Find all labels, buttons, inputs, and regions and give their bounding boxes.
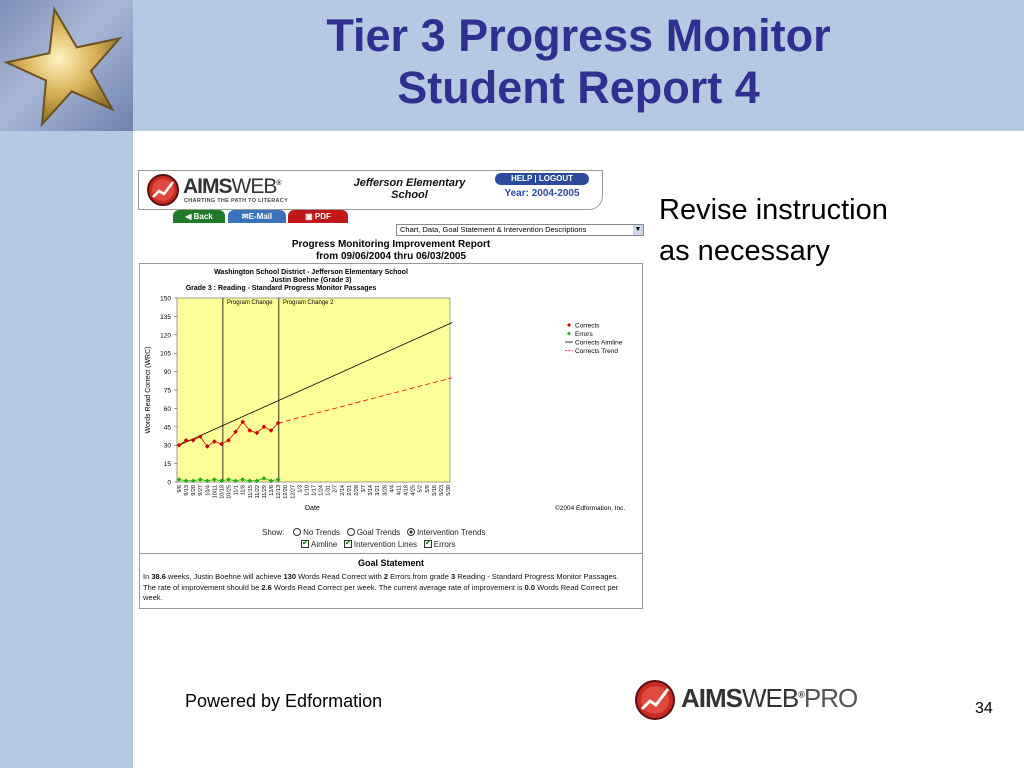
x-tick-label: 9/20	[191, 485, 198, 496]
x-tick-label: 2/28	[353, 485, 360, 496]
x-tick-label: 11/22	[254, 485, 261, 499]
legend-marker	[567, 323, 571, 327]
aimsweb-tagline: CHARTING THE PATH TO LITERACY	[184, 198, 289, 204]
x-tick-label: 5/30	[446, 485, 452, 496]
aimsweb-header	[138, 170, 603, 210]
aimsweb-report-screenshot	[138, 170, 644, 610]
intervention-line-label: Program Change	[226, 300, 273, 306]
chart-subtitle-2: Grade 3 : Reading - Standard Progress Monitor Passages	[185, 285, 377, 292]
report-title: Progress Monitoring Improvement Report	[291, 239, 491, 250]
copyright: ©2004 Edformation, Inc.	[555, 505, 626, 512]
checkmark-icon: ✔	[302, 538, 309, 547]
x-tick-label: 10/25	[226, 485, 233, 499]
x-tick-label: 2/21	[346, 485, 353, 496]
x-tick-label: 3/14	[368, 485, 375, 496]
errors-checkbox[interactable]	[424, 540, 432, 548]
x-tick-label: 2/7	[332, 485, 339, 493]
progress-chart	[139, 264, 643, 526]
y-tick-label: 90	[163, 369, 171, 377]
chart-subtitle-1: Justin Boehne (Grade 3)	[270, 277, 352, 284]
x-tick-label: 5/2	[417, 485, 424, 493]
page-number: 34	[975, 700, 993, 717]
back-button[interactable]: ◀ Back	[173, 210, 225, 223]
aimline-checkbox[interactable]	[301, 540, 309, 548]
show-label: Show:	[262, 528, 285, 537]
help-link[interactable]: HELP	[510, 174, 533, 183]
pdf-button[interactable]: ▣ PDF	[288, 210, 348, 223]
x-tick-label: 11/8	[240, 485, 247, 496]
x-tick-label: 1/17	[311, 485, 318, 496]
x-tick-label: 9/13	[184, 485, 191, 496]
legend-label: Corrects	[575, 322, 600, 330]
checkmark-icon: ✔	[344, 538, 352, 547]
goal-text: In 38.6 weeks, Justin Boehne will achieve 130 Words Read Correct with 2 Errors from grade 3 Reading - Standard Progress Monitor Passages. The rate of improvement should be 2.6 Words Read Correct per week. The current average rate of improvement is 0.0 Words Read Correct per week.	[143, 572, 619, 602]
intervention-lines-checkbox[interactable]	[344, 540, 352, 548]
report-view-select[interactable]: Chart, Data, Goal Statement & Intervention Descriptions ▼	[396, 224, 644, 236]
toggle-options: ✔ Aimline ✔ Intervention Lines ✔ Errors	[302, 538, 456, 549]
goal-statement	[139, 553, 643, 609]
x-tick-label: 4/25	[410, 485, 417, 496]
x-tick-label: 1/31	[325, 485, 332, 496]
x-tick-label: 3/28	[382, 485, 389, 496]
chevron-down-icon: ▼	[634, 226, 642, 233]
x-tick-label: 12/20	[283, 485, 290, 499]
legend-label: Corrects Trend	[575, 347, 618, 355]
x-tick-label: 4/4	[389, 485, 396, 493]
y-tick-label: 15	[163, 461, 171, 469]
x-tick-label: 5/9	[424, 485, 431, 493]
aimsweb-logo-icon	[145, 173, 181, 207]
y-tick-label: 150	[160, 295, 171, 303]
y-axis-label: Words Read Correct (WRC)	[145, 346, 152, 434]
y-tick-label: 75	[163, 387, 171, 395]
gold-star-image	[0, 0, 133, 131]
x-tick-label: 11/1	[233, 485, 240, 496]
x-tick-label: 1/24	[318, 485, 325, 496]
x-tick-label: 2/14	[339, 485, 346, 496]
x-tick-label: 11/15	[247, 485, 254, 499]
aimsweb-pro-logo-icon	[633, 678, 677, 722]
aimsweb-wordmark: AIMSWEB®	[183, 175, 281, 198]
legend-marker	[567, 332, 571, 336]
x-tick-label: 5/16	[431, 485, 438, 496]
x-tick-label: 12/6	[269, 485, 276, 496]
y-tick-label: 0	[167, 479, 171, 487]
x-tick-label: 10/11	[212, 485, 219, 499]
x-tick-label: 9/27	[198, 485, 205, 496]
y-tick-label: 120	[160, 332, 171, 340]
goal-heading: Goal Statement	[357, 558, 424, 568]
report-range: from 09/06/2004 thru 06/03/2005	[315, 251, 467, 262]
side-note: Revise instruction as necessary	[659, 194, 888, 267]
star-icon	[0, 0, 133, 131]
trend-options: Show: No Trends Goal Trends Intervention Trends	[262, 528, 486, 537]
intervention-line-label: Program Change 2	[282, 300, 334, 306]
back-arrow-icon: ◀	[185, 212, 194, 221]
title-line-1: Tier 3 Progress Monitor	[326, 10, 831, 61]
school-name: Jefferson Elementary School	[353, 177, 466, 201]
report-heading	[138, 239, 644, 263]
x-tick-label: 5/23	[438, 485, 445, 496]
logout-link[interactable]: LOGOUT	[538, 174, 574, 183]
x-tick-label: 3/7	[361, 485, 368, 493]
help-logout-bar: HELP | LOGOUT	[495, 173, 589, 185]
y-tick-label: 60	[163, 405, 171, 413]
no-trends-radio[interactable]	[293, 528, 301, 536]
envelope-icon: ✉	[241, 212, 249, 221]
y-tick-label: 45	[163, 424, 171, 432]
x-tick-label: 12/13	[276, 485, 283, 499]
x-tick-label: 1/3	[297, 485, 304, 493]
plot-area	[177, 298, 450, 482]
x-tick-label: 1/10	[304, 485, 311, 496]
chart-title: Washington School District - Jefferson Elementary School	[214, 269, 408, 276]
checkmark-icon: ✔	[424, 538, 432, 547]
x-tick-label: 10/4	[205, 485, 212, 496]
x-tick-label: 11/29	[261, 485, 268, 499]
email-button[interactable]: ✉E-Mail	[228, 210, 286, 223]
slide-title	[133, 10, 1024, 114]
x-tick-label: 10/18	[219, 485, 226, 499]
legend-label: Corrects Aimline	[575, 339, 623, 347]
aimsweb-pro-wordmark: AIMSWEB®PRO	[681, 683, 858, 713]
x-tick-label: 4/11	[396, 485, 403, 496]
x-tick-label: 9/6	[177, 485, 183, 493]
x-tick-label: 4/18	[403, 485, 410, 496]
y-tick-label: 105	[160, 350, 171, 358]
year-label: Year: 2004-2005	[504, 188, 580, 199]
x-axis-label: Date	[305, 505, 320, 512]
y-tick-label: 30	[163, 442, 171, 450]
intervention-trends-radio[interactable]	[407, 528, 415, 536]
x-tick-label: 3/21	[375, 485, 382, 496]
x-tick-label: 12/27	[290, 485, 297, 499]
y-tick-label: 135	[160, 313, 171, 321]
aimsweb-pro-logo	[633, 677, 893, 723]
goal-trends-radio[interactable]	[347, 528, 355, 536]
footer-text: Powered by Edformation	[185, 691, 383, 711]
legend-label: Errors	[575, 330, 593, 338]
title-line-2: Student Report 4	[397, 62, 760, 113]
pdf-icon: ▣	[305, 212, 315, 221]
